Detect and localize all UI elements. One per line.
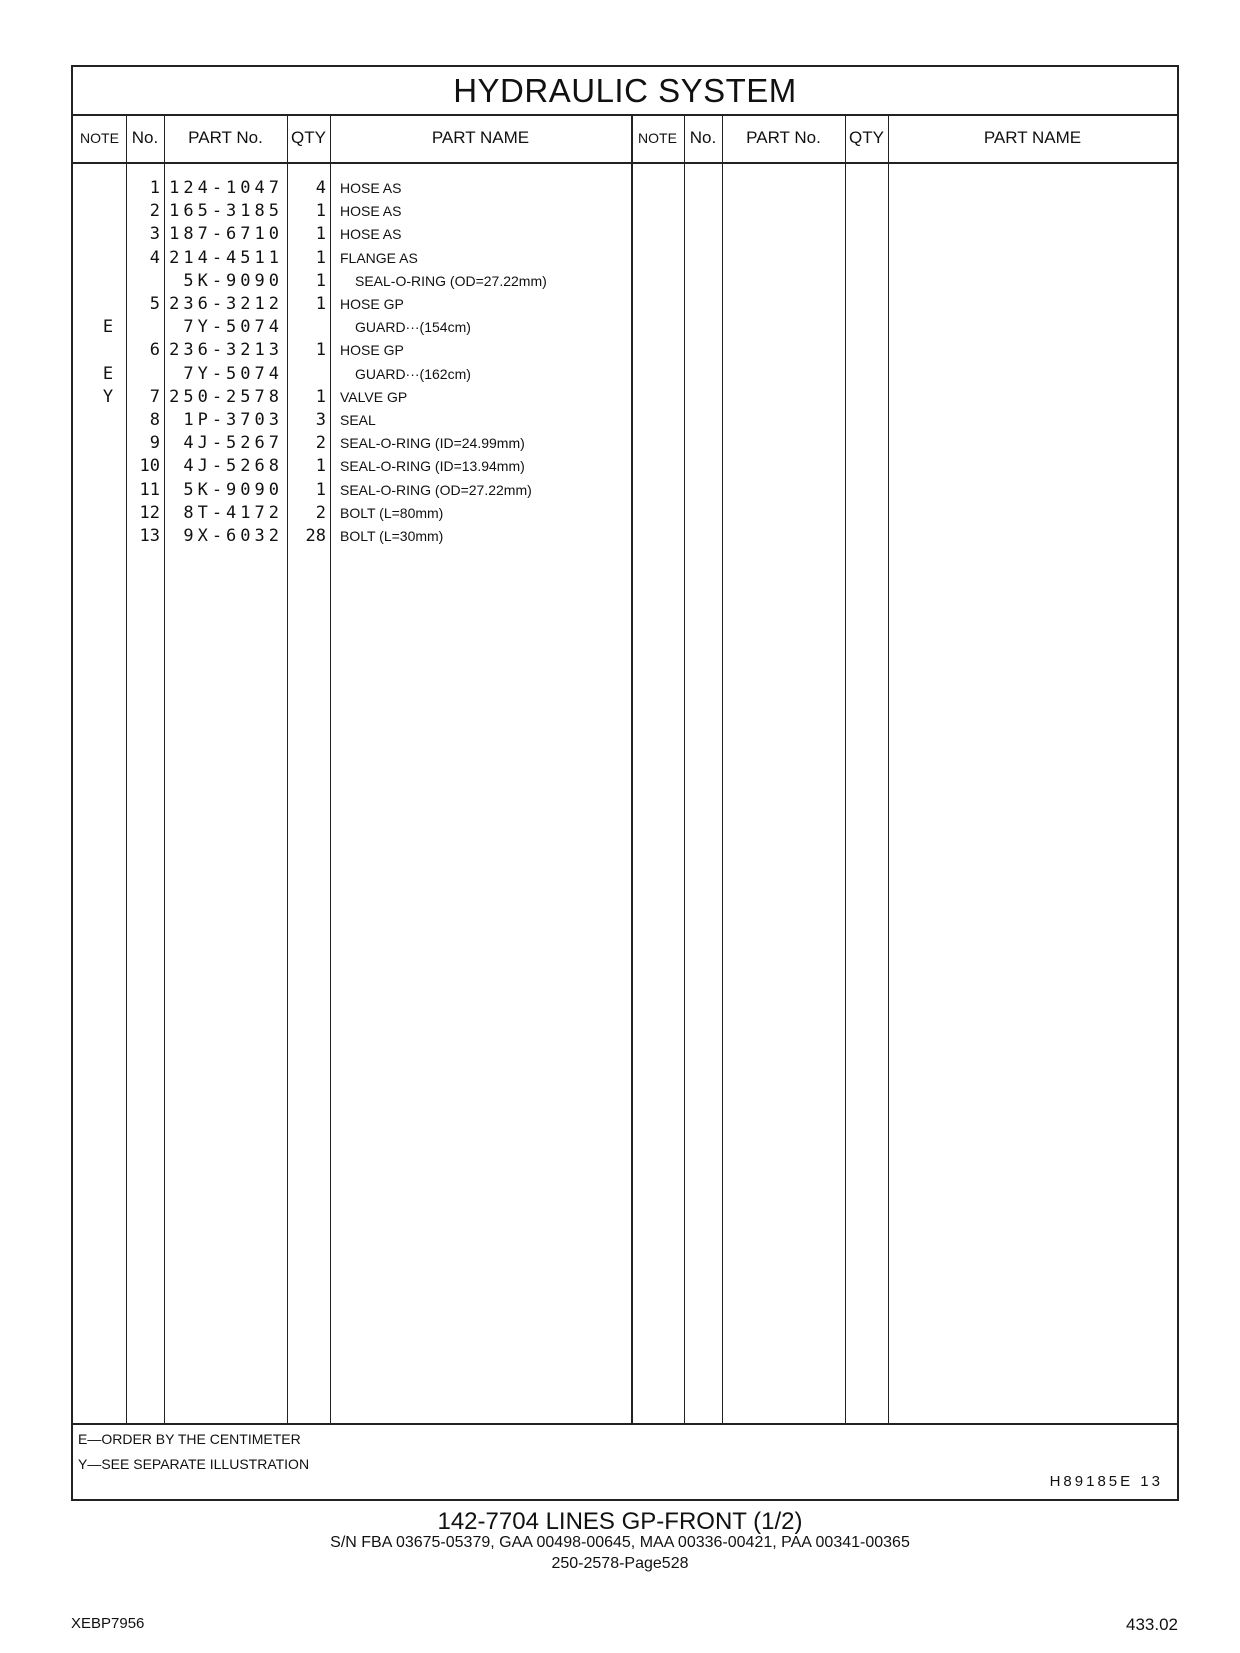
row-part-name: SEAL-O-RING (OD=27.22mm) bbox=[340, 481, 532, 498]
row-qty: 1 bbox=[315, 224, 326, 245]
header-note: NOTE bbox=[80, 130, 119, 146]
column-divider bbox=[845, 114, 846, 1423]
table-row bbox=[73, 502, 633, 525]
row-item-no: 7 bbox=[149, 386, 160, 407]
header-qty-right: QTY bbox=[849, 128, 884, 147]
row-part-no: 1P-3703 bbox=[183, 410, 283, 430]
row-part-name: VALVE GP bbox=[340, 388, 408, 405]
table-row bbox=[73, 409, 633, 432]
page-reference: 250-2578-Page528 bbox=[551, 1555, 689, 1572]
row-part-name: BOLT (L=80mm) bbox=[340, 504, 444, 521]
header-note-right: NOTE bbox=[638, 130, 677, 146]
header-no-right: No. bbox=[689, 128, 717, 147]
row-qty: 1 bbox=[315, 340, 326, 361]
row-item-no: 5 bbox=[149, 294, 160, 314]
row-part-name: SEAL-O-RING (ID=24.99mm) bbox=[340, 435, 525, 452]
column-divider bbox=[684, 114, 685, 1423]
row-item-no: 1 bbox=[149, 178, 160, 198]
row-qty: 1 bbox=[315, 479, 326, 500]
table-row bbox=[73, 177, 633, 200]
row-part-no: 9X-6032 bbox=[183, 526, 283, 546]
row-part-no: 7Y-5074 bbox=[183, 317, 283, 338]
table-row bbox=[73, 386, 633, 409]
table-row bbox=[73, 339, 633, 362]
legend-area bbox=[73, 1423, 1177, 1490]
column-divider bbox=[722, 114, 723, 1423]
row-qty: 1 bbox=[315, 270, 326, 291]
row-note: Y bbox=[102, 386, 114, 407]
section-title: HYDRAULIC SYSTEM bbox=[73, 67, 1177, 116]
row-part-name: SEAL bbox=[340, 412, 376, 428]
row-part-name: HOSE AS bbox=[340, 226, 402, 243]
table-row bbox=[73, 270, 633, 293]
row-part-no: 236-3212 bbox=[169, 294, 283, 314]
row-item-no: 9 bbox=[149, 433, 160, 454]
row-qty: 1 bbox=[315, 201, 326, 222]
row-part-no: 4J-5268 bbox=[183, 456, 283, 477]
header-no: No. bbox=[131, 128, 159, 147]
header-part-no-right: PART No. bbox=[746, 128, 821, 147]
row-qty: 1 bbox=[315, 294, 326, 314]
row-qty: 1 bbox=[315, 247, 326, 268]
table-row bbox=[73, 293, 633, 316]
legend-note-e: E—ORDER BY THE CENTIMETER bbox=[78, 1431, 301, 1447]
row-qty: 3 bbox=[315, 410, 326, 430]
row-part-name: GUARD···(154cm) bbox=[355, 319, 471, 336]
row-part-no: 8T-4172 bbox=[183, 502, 283, 523]
serial-numbers: S/N FBA 03675-05379, GAA 00498-00645, MAA 00336-00421, PAA 00341-00365 bbox=[330, 1534, 910, 1551]
row-qty: 2 bbox=[315, 433, 326, 454]
row-item-no: 12 bbox=[139, 502, 160, 523]
row-qty: 2 bbox=[315, 502, 326, 523]
table-row bbox=[73, 432, 633, 455]
table-row bbox=[73, 247, 633, 270]
row-part-no: 187-6710 bbox=[169, 224, 283, 245]
row-qty: 1 bbox=[315, 386, 326, 407]
header-part-no: PART No. bbox=[188, 128, 263, 147]
row-part-no: 236-3213 bbox=[169, 340, 283, 361]
row-item-no: 4 bbox=[149, 247, 160, 268]
row-part-no: 214-4511 bbox=[169, 247, 283, 268]
table-row bbox=[73, 200, 633, 223]
row-part-no: 5K-9090 bbox=[183, 270, 283, 291]
row-item-no: 6 bbox=[149, 340, 160, 361]
column-header-row bbox=[73, 114, 1177, 164]
row-note: E bbox=[102, 363, 114, 384]
group-title: 142-7704 LINES GP-FRONT (1/2) bbox=[437, 1508, 803, 1535]
row-item-no: 8 bbox=[149, 410, 160, 430]
row-part-name: HOSE GP bbox=[340, 296, 404, 312]
row-part-name: BOLT (L=30mm) bbox=[340, 528, 444, 544]
row-note: E bbox=[102, 317, 114, 338]
page-number: 433.02 bbox=[1126, 1615, 1178, 1634]
column-divider bbox=[888, 114, 889, 1423]
row-qty: 4 bbox=[315, 178, 326, 198]
row-part-no: 124-1047 bbox=[169, 178, 283, 198]
table-row bbox=[73, 316, 633, 339]
header-part-name: PART NAME bbox=[431, 128, 530, 147]
row-qty: 1 bbox=[315, 456, 326, 477]
row-part-name: SEAL-O-RING (OD=27.22mm) bbox=[355, 272, 547, 289]
row-part-no: 4J-5267 bbox=[183, 433, 283, 454]
row-part-name: FLANGE AS bbox=[340, 249, 418, 266]
parts-list-frame bbox=[71, 65, 1179, 1501]
row-item-no: 2 bbox=[149, 201, 160, 222]
row-qty: 28 bbox=[305, 526, 326, 546]
legend-note-y: Y—SEE SEPARATE ILLUSTRATION bbox=[78, 1456, 310, 1472]
table-row bbox=[73, 455, 633, 478]
row-part-name: SEAL-O-RING (ID=13.94mm) bbox=[340, 458, 525, 475]
row-item-no: 13 bbox=[139, 526, 160, 546]
table-row bbox=[73, 223, 633, 246]
table-row bbox=[73, 363, 633, 386]
row-part-name: GUARD···(162cm) bbox=[355, 365, 471, 382]
header-part-name-right: PART NAME bbox=[983, 128, 1082, 147]
header-qty: QTY bbox=[291, 128, 326, 147]
row-part-name: HOSE AS bbox=[340, 203, 402, 220]
row-item-no: 11 bbox=[139, 479, 160, 500]
row-part-no: 5K-9090 bbox=[183, 479, 283, 500]
row-part-no: 165-3185 bbox=[169, 201, 283, 222]
table-row bbox=[73, 479, 633, 502]
row-item-no: 10 bbox=[139, 456, 160, 477]
row-item-no: 3 bbox=[149, 224, 160, 245]
table-row bbox=[73, 525, 633, 548]
illustration-code: H89185E 13 bbox=[1049, 1473, 1163, 1490]
row-part-no: 7Y-5074 bbox=[183, 363, 283, 384]
document-id: XEBP7956 bbox=[71, 1615, 145, 1632]
row-part-no: 250-2578 bbox=[169, 386, 283, 407]
row-part-name: HOSE AS bbox=[340, 180, 402, 196]
row-part-name: HOSE GP bbox=[340, 342, 404, 359]
